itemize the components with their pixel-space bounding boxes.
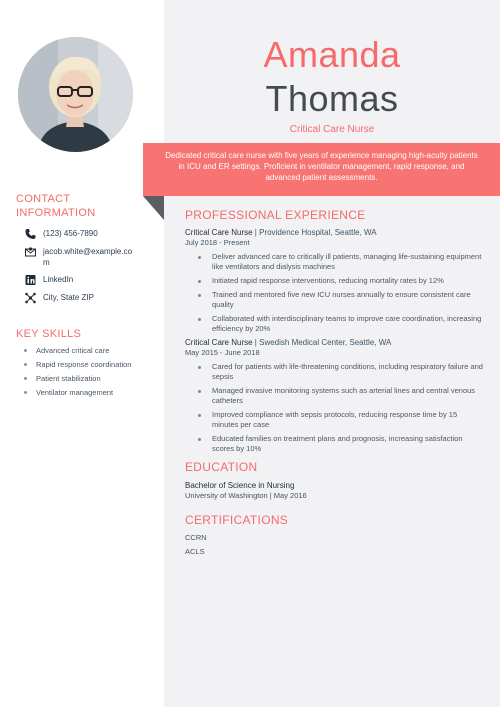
- certifications-heading: CERTIFICATIONS: [185, 513, 289, 527]
- job-1-dates: July 2018 - Present: [185, 238, 250, 247]
- location-text: City, State ZIP: [43, 293, 94, 302]
- job-1-separator: |: [252, 228, 260, 237]
- email-text: jacob.white@example.com: [43, 247, 133, 267]
- banner-fold: [143, 196, 164, 220]
- job-1-title: Critical Care Nurse: [185, 228, 253, 237]
- contact-phone[interactable]: [24, 228, 158, 240]
- email-icon: [24, 246, 37, 258]
- last-name: Thomas: [265, 78, 399, 119]
- contact-linkedin[interactable]: [24, 274, 158, 286]
- list-item: Educated families on treatment plans and prognosis, increasing satisfaction scores by 10%: [198, 434, 485, 454]
- contact-list: [24, 228, 158, 310]
- certification-item: CCRN: [185, 533, 207, 542]
- job-2-header: [185, 338, 485, 348]
- experience-heading: PROFESSIONAL EXPERIENCE: [185, 208, 366, 222]
- list-item: Ventilator management: [24, 386, 131, 400]
- contact-email[interactable]: [24, 246, 158, 268]
- certification-item: ACLS: [185, 547, 205, 556]
- education-heading: EDUCATION: [185, 460, 258, 474]
- list-item: Rapid response coordination: [24, 358, 131, 372]
- list-item: Improved compliance with sepsis protocols, reducing response time by 15 minutes per case: [198, 410, 485, 430]
- linkedin-icon: [24, 274, 37, 286]
- contact-location: [24, 292, 158, 304]
- job-2-title: Critical Care Nurse: [185, 338, 253, 347]
- phone-icon: [24, 228, 37, 240]
- list-item: Cared for patients with life-threatening conditions, including respiratory failure and sepsis: [198, 362, 485, 382]
- job-1-header: [185, 228, 485, 238]
- job-2-org: Swedish Medical Center, Seattle, WA: [259, 338, 392, 347]
- list-item: Collaborated with interdisciplinary teams to improve care coordination, increasing efficiency by 20%: [198, 314, 485, 334]
- main-content: [185, 208, 485, 559]
- job-1-bullets: [198, 252, 485, 334]
- summary-banner: [143, 143, 500, 196]
- skills-list: [24, 344, 131, 400]
- list-item: Trained and mentored five new ICU nurses annually to ensure consistent care quality: [198, 290, 485, 310]
- job-2-separator: |: [252, 338, 260, 347]
- phone-text: (123) 456-7890: [43, 229, 98, 238]
- contact-heading: CONTACT INFORMATION: [16, 193, 96, 219]
- profile-photo: [18, 37, 133, 152]
- list-item: Initiated rapid response interventions, reducing mortality rates by 12%: [198, 276, 485, 286]
- job-1-org: Providence Hospital, Seattle, WA: [259, 228, 377, 237]
- network-icon: [24, 292, 37, 304]
- education-school: University of Washington | May 2016: [185, 491, 307, 500]
- list-item: Patient stabilization: [24, 372, 131, 386]
- skills-heading: KEY SKILLS: [16, 328, 82, 340]
- portrait-image: [18, 37, 133, 152]
- list-item: Managed invasive monitoring systems such as arterial lines and central venous catheters: [198, 386, 485, 406]
- list-item: Deliver advanced care to critically ill patients, managing life-sustaining equipment like ventilators and dialysis machines: [198, 252, 485, 272]
- summary-text: Dedicated critical care nurse with five years of experience managing high-acuity patients in ICU and ER settings. Proficient in ventilator management, rapid response, and advanced patient assessments.: [165, 151, 478, 182]
- list-item: Advanced critical care: [24, 344, 131, 358]
- job-2-dates: May 2015 - June 2018: [185, 348, 260, 357]
- linkedin-text: LinkedIn: [43, 275, 74, 284]
- job-2-bullets: [198, 362, 485, 454]
- job-title: Critical Care Nurse: [289, 124, 375, 135]
- first-name: Amanda: [263, 34, 401, 75]
- education-degree: Bachelor of Science in Nursing: [185, 481, 295, 490]
